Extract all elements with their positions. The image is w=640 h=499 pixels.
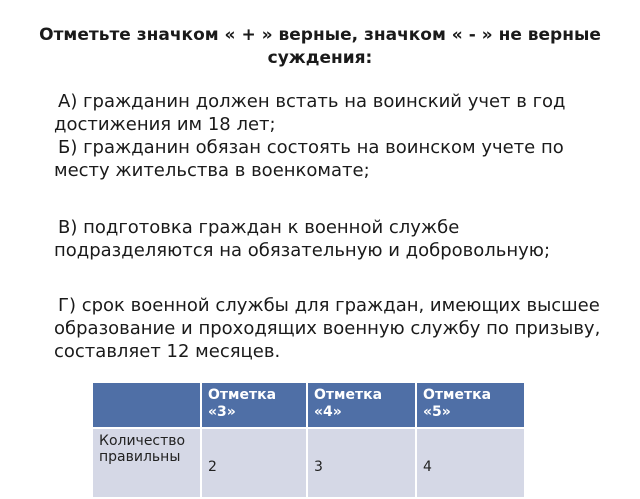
table-row (93, 429, 526, 499)
value-grade-4: 3 (308, 429, 417, 499)
task-title: Отметьте значком « + » верные, значком « - » не верные суждения: (39, 25, 601, 68)
header-grade-3: Отметка «3» (202, 383, 308, 429)
grading-table (91, 381, 526, 499)
header-empty-cell (93, 383, 202, 429)
value-grade-3: 2 (202, 429, 308, 499)
statement-b: Б) гражданин обязан состоять на воинском учете по месту жительства в военкомате; (54, 137, 564, 181)
statement-a: А) гражданин должен встать на воинский учет в год достижения им 18 лет; (54, 91, 566, 135)
row-label: Количество правильны (99, 433, 186, 465)
value-grade-5: 4 (417, 429, 526, 499)
header-grade-4: Отметка «4» (308, 383, 417, 429)
grading-table-header-row (93, 383, 526, 429)
header-grade-5: Отметка «5» (417, 383, 526, 429)
row-label-cell (93, 429, 202, 499)
statement-d: Г) срок военной службы для граждан, имеющих высшее образование и проходящих военную службу по призыву, составляет 12 месяцев. (54, 295, 601, 362)
statement-c: В) подготовка граждан к военной службе подразделяются на обязательную и добровольную; (54, 217, 551, 261)
